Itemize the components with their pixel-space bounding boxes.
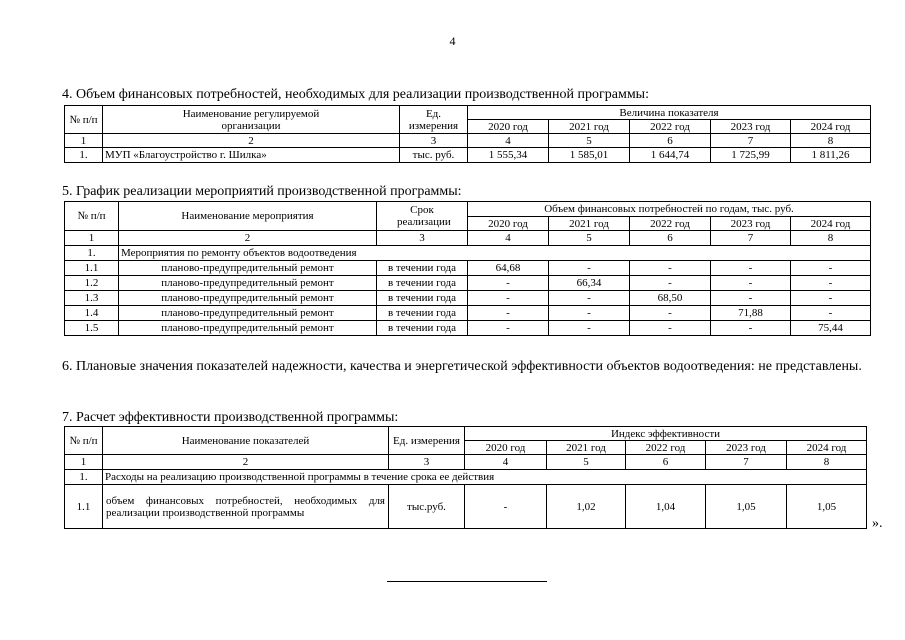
column-header-num: № п/п [65, 106, 103, 134]
section-7-heading: 7. Расчет эффективности производственной программы: [62, 410, 399, 425]
activity-name: планово-предупредительный ремонт [119, 321, 377, 336]
column-header-term: Срок реализации [377, 202, 468, 231]
index-cell: 3 [389, 455, 465, 470]
value-cell: 1 555,34 [468, 148, 549, 163]
index-cell: 8 [791, 231, 871, 246]
unit-cell: тыс.руб. [389, 485, 465, 529]
index-cell: 4 [468, 231, 549, 246]
group-row [65, 470, 867, 485]
row-num: 1. [65, 470, 103, 485]
value-cell: 1 644,74 [630, 148, 711, 163]
index-cell: 7 [711, 134, 791, 148]
column-header-name: Наименование мероприятия [119, 202, 377, 231]
value-cell: 1,04 [626, 485, 706, 529]
value-cell: - [465, 485, 547, 529]
value-cell: 1,02 [547, 485, 626, 529]
year-header: 2024 год [791, 120, 871, 134]
term-cell: в течении года [377, 321, 468, 336]
year-header: 2024 год [787, 441, 867, 455]
column-header-name: Наименование показателей [103, 427, 389, 455]
table-row [65, 148, 871, 163]
value-cell: - [630, 261, 711, 276]
table-row [65, 261, 871, 276]
row-num: 1.5 [65, 321, 119, 336]
year-header: 2020 год [468, 120, 549, 134]
value-cell: - [549, 291, 630, 306]
value-cell: - [549, 261, 630, 276]
section-5-heading: 5. График реализации мероприятий производственной программы: [62, 184, 462, 199]
row-num: 1.2 [65, 276, 119, 291]
index-cell: 2 [119, 231, 377, 246]
value-cell: - [468, 291, 549, 306]
row-num: 1.1 [65, 261, 119, 276]
year-header: 2022 год [626, 441, 706, 455]
index-cell: 5 [547, 455, 626, 470]
year-header: 2020 год [468, 217, 549, 231]
value-cell: - [711, 261, 791, 276]
index-cell: 3 [377, 231, 468, 246]
year-header: 2021 год [549, 120, 630, 134]
activity-name: планово-предупредительный ремонт [119, 261, 377, 276]
column-header-group: Объем финансовых потребностей по годам, тыс. руб. [468, 202, 871, 217]
footer-rule [387, 581, 547, 582]
year-header: 2024 год [791, 217, 871, 231]
unit-cell: тыс. руб. [400, 148, 468, 163]
value-cell: - [630, 306, 711, 321]
value-cell: 75,44 [791, 321, 871, 336]
table-row [65, 485, 867, 529]
column-header-group: Величина показателя [468, 106, 871, 120]
index-row [65, 231, 871, 246]
index-cell: 6 [626, 455, 706, 470]
value-cell: - [791, 306, 871, 321]
group-row [65, 246, 871, 261]
value-cell: 1 811,26 [791, 148, 871, 163]
index-cell: 2 [103, 455, 389, 470]
column-header-unit: Ед. измерения [400, 106, 468, 134]
year-header: 2023 год [711, 217, 791, 231]
value-cell: - [549, 321, 630, 336]
column-header-num: № п/п [65, 427, 103, 455]
term-cell: в течении года [377, 276, 468, 291]
index-cell: 5 [549, 231, 630, 246]
financial-needs-table [64, 105, 871, 163]
index-row [65, 134, 871, 148]
term-cell: в течении года [377, 291, 468, 306]
value-cell: - [630, 276, 711, 291]
index-cell: 4 [468, 134, 549, 148]
section-6-paragraph: 6. Плановые значения показателей надежности, качества и энергетической эффективности объектов водоотведения: не представлены. [62, 359, 862, 374]
index-cell: 3 [400, 134, 468, 148]
activity-name: планово-предупредительный ремонт [119, 291, 377, 306]
row-num: 1. [65, 246, 119, 261]
index-cell: 1 [65, 455, 103, 470]
value-cell: - [711, 321, 791, 336]
column-header-unit: Ед. измерения [389, 427, 465, 455]
value-cell: 1,05 [706, 485, 787, 529]
year-header: 2022 год [630, 217, 711, 231]
index-cell: 5 [549, 134, 630, 148]
value-cell: 1,05 [787, 485, 867, 529]
row-num: 1.3 [65, 291, 119, 306]
term-cell: в течении года [377, 261, 468, 276]
schedule-table [64, 201, 871, 336]
value-cell: 1 725,99 [711, 148, 791, 163]
year-header: 2021 год [547, 441, 626, 455]
closing-quote-mark: ». [872, 516, 883, 531]
activity-name: планово-предупредительный ремонт [119, 276, 377, 291]
column-header-num: № п/п [65, 202, 119, 231]
index-cell: 4 [465, 455, 547, 470]
value-cell: - [468, 306, 549, 321]
table-row [65, 291, 871, 306]
index-cell: 7 [711, 231, 791, 246]
value-cell: - [711, 291, 791, 306]
group-label: Мероприятия по ремонту объектов водоотведения [119, 246, 871, 261]
activity-name: планово-предупредительный ремонт [119, 306, 377, 321]
value-cell: - [791, 261, 871, 276]
indicator-name: объем финансовых потребностей, необходимых для реализации производственной программы [103, 485, 389, 529]
term-cell: в течении года [377, 306, 468, 321]
year-header: 2023 год [706, 441, 787, 455]
index-cell: 7 [706, 455, 787, 470]
value-cell: - [711, 276, 791, 291]
organization-name: МУП «Благоустройство г. Шилка» [103, 148, 400, 163]
index-cell: 8 [787, 455, 867, 470]
value-cell: - [791, 291, 871, 306]
value-cell: - [549, 306, 630, 321]
index-cell: 6 [630, 231, 711, 246]
index-cell: 6 [630, 134, 711, 148]
index-cell: 1 [65, 134, 103, 148]
efficiency-table [64, 426, 867, 529]
index-row [65, 455, 867, 470]
year-header: 2020 год [465, 441, 547, 455]
table-row [65, 321, 871, 336]
section-4-heading: 4. Объем финансовых потребностей, необходимых для реализации производственной программы: [62, 87, 649, 102]
row-num: 1.1 [65, 485, 103, 529]
value-cell: - [630, 321, 711, 336]
row-num: 1.4 [65, 306, 119, 321]
value-cell: 66,34 [549, 276, 630, 291]
value-cell: 1 585,01 [549, 148, 630, 163]
year-header: 2022 год [630, 120, 711, 134]
index-cell: 2 [103, 134, 400, 148]
index-cell: 1 [65, 231, 119, 246]
table-row [65, 306, 871, 321]
value-cell: 64,68 [468, 261, 549, 276]
table-row [65, 276, 871, 291]
value-cell: 71,88 [711, 306, 791, 321]
value-cell: - [468, 321, 549, 336]
value-cell: - [791, 276, 871, 291]
page-number: 4 [449, 34, 456, 48]
group-label: Расходы на реализацию производственной программы в течение срока ее действия [103, 470, 867, 485]
year-header: 2023 год [711, 120, 791, 134]
column-header-org: Наименование регулируемой организации [103, 106, 400, 134]
index-cell: 8 [791, 134, 871, 148]
row-num: 1. [65, 148, 103, 163]
year-header: 2021 год [549, 217, 630, 231]
value-cell: - [468, 276, 549, 291]
value-cell: 68,50 [630, 291, 711, 306]
column-header-group: Индекс эффективности [465, 427, 867, 441]
